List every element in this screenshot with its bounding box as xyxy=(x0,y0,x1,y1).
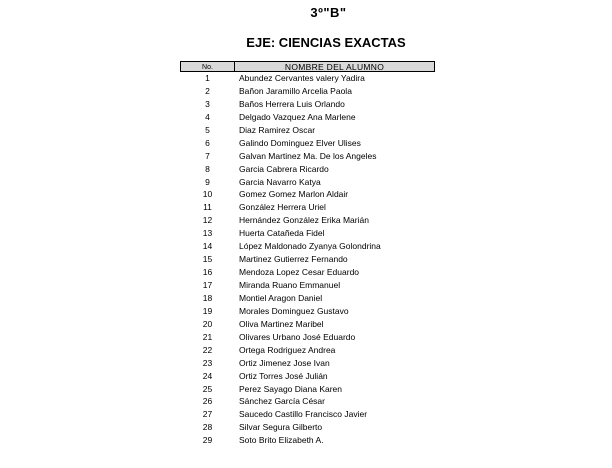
student-name: González Herrera Uriel xyxy=(239,202,326,213)
row-number: 15 xyxy=(202,254,213,265)
row-number: 14 xyxy=(202,241,213,252)
student-name: Ortiz Jimenez Jose Ivan xyxy=(239,357,330,368)
table-body xyxy=(180,72,435,447)
axis-title: EJE: CIENCIAS EXACTAS xyxy=(246,35,406,50)
student-name: Morales Dominguez Gustavo xyxy=(239,305,349,316)
row-number: 1 xyxy=(205,73,210,83)
table-row xyxy=(180,370,435,383)
row-number: 7 xyxy=(205,150,210,161)
row-number: 29 xyxy=(202,435,213,446)
table-row xyxy=(180,434,435,447)
table-row xyxy=(180,266,435,279)
group-title: 3º"B" xyxy=(310,5,347,20)
row-number: 26 xyxy=(202,396,213,407)
header-student-name: NOMBRE DEL ALUMNO xyxy=(235,61,435,72)
student-name: Mendoza Lopez Cesar Eduardo xyxy=(239,267,360,278)
row-number: 8 xyxy=(205,163,210,174)
student-name: Montiel Aragon Daniel xyxy=(239,292,323,303)
table-row xyxy=(180,408,435,421)
table-row xyxy=(180,383,435,396)
table-row xyxy=(180,318,435,331)
table-row xyxy=(180,395,435,408)
table-row xyxy=(180,421,435,434)
row-number: 17 xyxy=(202,280,213,290)
row-number: 11 xyxy=(203,202,212,213)
student-name: Abundez Cervantes valery Yadira xyxy=(239,73,365,83)
student-name: Ortiz Torres José Julián xyxy=(239,370,328,381)
student-name: Baños Herrera Luis Orlando xyxy=(239,98,345,109)
row-number: 24 xyxy=(202,370,213,381)
table-row xyxy=(180,111,435,124)
table-row xyxy=(180,150,435,163)
student-name: Olivares Urbano José Eduardo xyxy=(239,331,356,342)
student-name: Oliva Martinez Maribel xyxy=(239,318,324,329)
student-name: Perez Sayago Diana Karen xyxy=(239,383,343,394)
student-name: Galvan Martinez Ma. De los Angeles xyxy=(239,150,377,161)
student-name: Silvar Segura Gilberto xyxy=(239,422,323,433)
table-header xyxy=(180,61,435,72)
student-name: Saucedo Castillo Francisco Javier xyxy=(239,409,368,420)
student-name: Martinez Gutierrez Fernando xyxy=(239,254,348,265)
row-number: 2 xyxy=(205,85,210,96)
table-row xyxy=(180,163,435,176)
table-row xyxy=(180,357,435,370)
student-name: Huerta Catañeda Fidel xyxy=(239,228,325,239)
table-row xyxy=(180,98,435,111)
student-name: Miranda Ruano Emmanuel xyxy=(239,280,341,290)
table-row xyxy=(180,72,435,85)
student-name: Garcia Cabrera Ricardo xyxy=(239,163,329,174)
row-number: 19 xyxy=(202,305,213,316)
table-row xyxy=(180,344,435,357)
student-name: Galindo Dominguez Elver Ulises xyxy=(239,137,361,148)
row-number: 27 xyxy=(202,409,213,420)
header-number: No. xyxy=(180,61,235,72)
row-number: 13 xyxy=(202,228,213,239)
table-row xyxy=(180,188,435,201)
table-row xyxy=(180,240,435,253)
row-number: 21 xyxy=(202,331,213,342)
student-name: Hernández González Erika Marián xyxy=(239,215,369,226)
student-name: Sánchez García César xyxy=(239,396,325,407)
table-row xyxy=(180,214,435,227)
row-number: 5 xyxy=(205,124,210,135)
student-table xyxy=(180,61,435,447)
row-number: 22 xyxy=(202,344,213,355)
row-number: 25 xyxy=(202,383,213,394)
row-number: 23 xyxy=(202,357,213,368)
student-name: Delgado Vazquez Ana Marlene xyxy=(239,111,356,122)
row-number: 16 xyxy=(202,267,213,278)
row-number: 20 xyxy=(202,318,213,329)
student-name: Bañon Jaramillo Arcelia Paola xyxy=(239,85,352,96)
row-number: 9 xyxy=(205,176,210,187)
table-row xyxy=(180,305,435,318)
table-row xyxy=(180,201,435,214)
row-number: 28 xyxy=(202,422,213,433)
row-number: 10 xyxy=(202,189,213,200)
row-number: 4 xyxy=(205,111,210,122)
table-row xyxy=(180,253,435,266)
table-row xyxy=(180,176,435,189)
table-row xyxy=(180,137,435,150)
table-row xyxy=(180,124,435,137)
table-row xyxy=(180,227,435,240)
table-row xyxy=(180,292,435,305)
row-number: 3 xyxy=(205,98,210,109)
table-row xyxy=(180,279,435,292)
student-name: Ortega Rodriguez Andrea xyxy=(239,344,336,355)
table-row xyxy=(180,85,435,98)
row-number: 18 xyxy=(202,292,213,303)
row-number: 6 xyxy=(205,137,210,148)
student-name: Garcia Navarro Katya xyxy=(239,176,321,187)
student-name: Soto Brito Elizabeth A. xyxy=(239,435,324,446)
table-row xyxy=(180,331,435,344)
student-name: Gomez Gomez Marlon Aldair xyxy=(239,189,349,200)
row-number: 12 xyxy=(202,215,213,226)
student-name: Diaz Ramirez Oscar xyxy=(239,124,316,135)
student-name: López Maldonado Zyanya Golondrina xyxy=(239,241,381,252)
